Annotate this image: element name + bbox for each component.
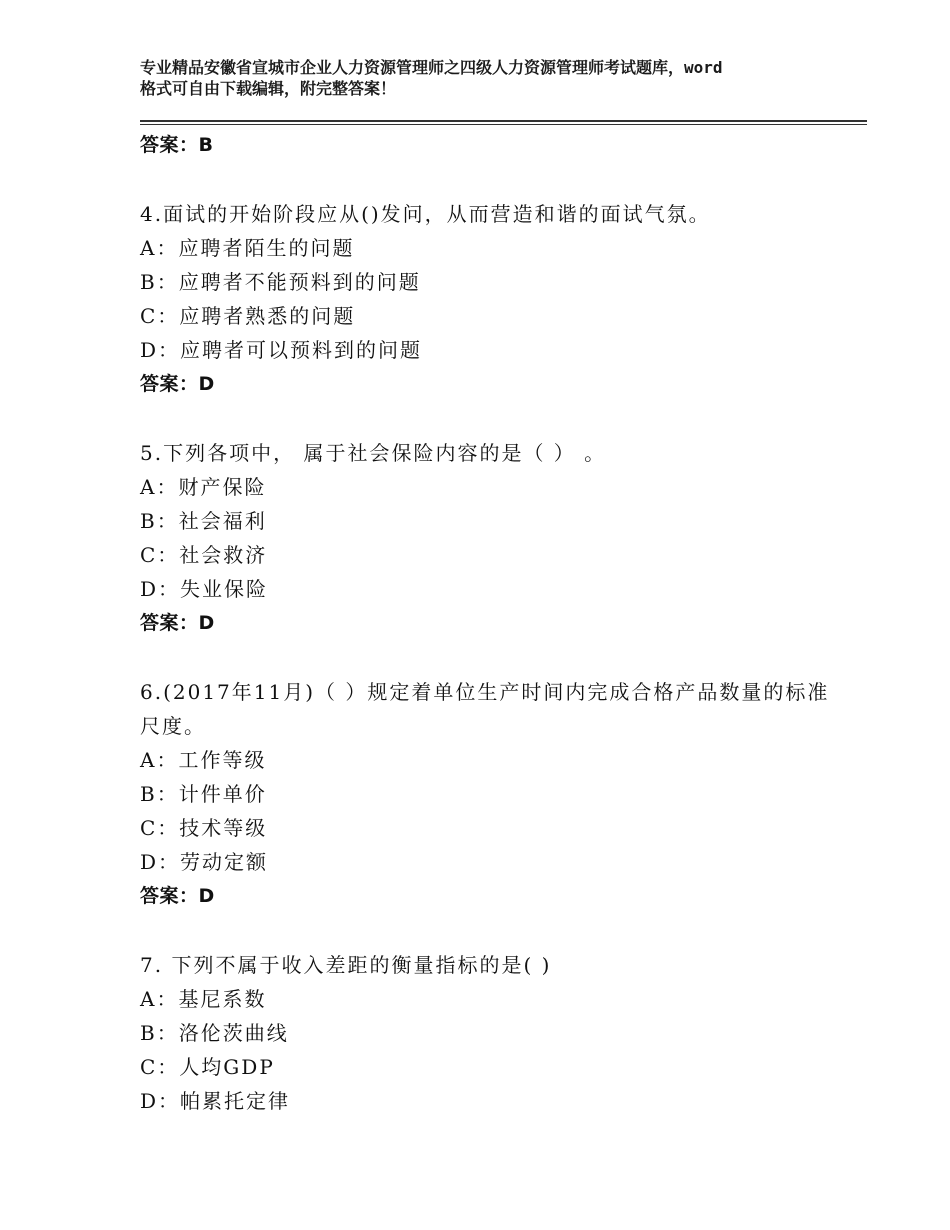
option-d: D：失业保险 xyxy=(140,577,269,601)
option-a: A：财产保险 xyxy=(140,475,267,499)
option-b: B：洛伦茨曲线 xyxy=(140,1021,289,1045)
document-header xyxy=(140,57,840,99)
header-rule-thick xyxy=(140,120,867,122)
answer-label: 答案：D xyxy=(140,885,215,907)
question-5 xyxy=(140,436,830,640)
answer-label: 答案：D xyxy=(140,612,215,634)
option-b: B：社会福利 xyxy=(140,509,267,533)
answer-label: 答案：D xyxy=(140,373,215,395)
header-line-1: 专业精品安徽省宣城市企业人力资源管理师之四级人力资源管理师考试题库，word xyxy=(140,58,723,77)
question-6 xyxy=(140,675,830,913)
option-a: A：工作等级 xyxy=(140,748,267,772)
question-4 xyxy=(140,197,830,401)
option-b: B：应聘者不能预料到的问题 xyxy=(140,270,421,294)
option-b: B：计件单价 xyxy=(140,782,267,806)
header-rule-thin xyxy=(140,124,867,125)
question-stem: 5.下列各项中， 属于社会保险内容的是（ ） 。 xyxy=(140,441,607,465)
option-d: D：帕累托定律 xyxy=(140,1089,291,1113)
question-list xyxy=(140,128,830,1118)
option-a: A：基尼系数 xyxy=(140,987,267,1011)
option-c: C：技术等级 xyxy=(140,816,268,840)
option-a: A：应聘者陌生的问题 xyxy=(140,236,355,260)
option-c: C：社会救济 xyxy=(140,543,268,567)
option-c: C：人均GDP xyxy=(140,1055,275,1079)
question-stem: 6.(2017年11月)（ ）规定着单位生产时间内完成合格产品数量的标准尺度。 xyxy=(140,680,830,738)
option-c: C：应聘者熟悉的问题 xyxy=(140,304,356,328)
option-d: D：应聘者可以预料到的问题 xyxy=(140,338,423,362)
header-line-2: 格式可自由下载编辑，附完整答案！ xyxy=(140,79,397,98)
question-7 xyxy=(140,948,830,1118)
answer-label: 答案：B xyxy=(140,134,214,156)
option-d: D：劳动定额 xyxy=(140,850,269,874)
question-stem: 4.面试的开始阶段应从()发问，从而营造和谐的面试气氛。 xyxy=(140,202,711,226)
question-stem: 7. 下列不属于收入差距的衡量指标的是( ) xyxy=(140,953,552,977)
